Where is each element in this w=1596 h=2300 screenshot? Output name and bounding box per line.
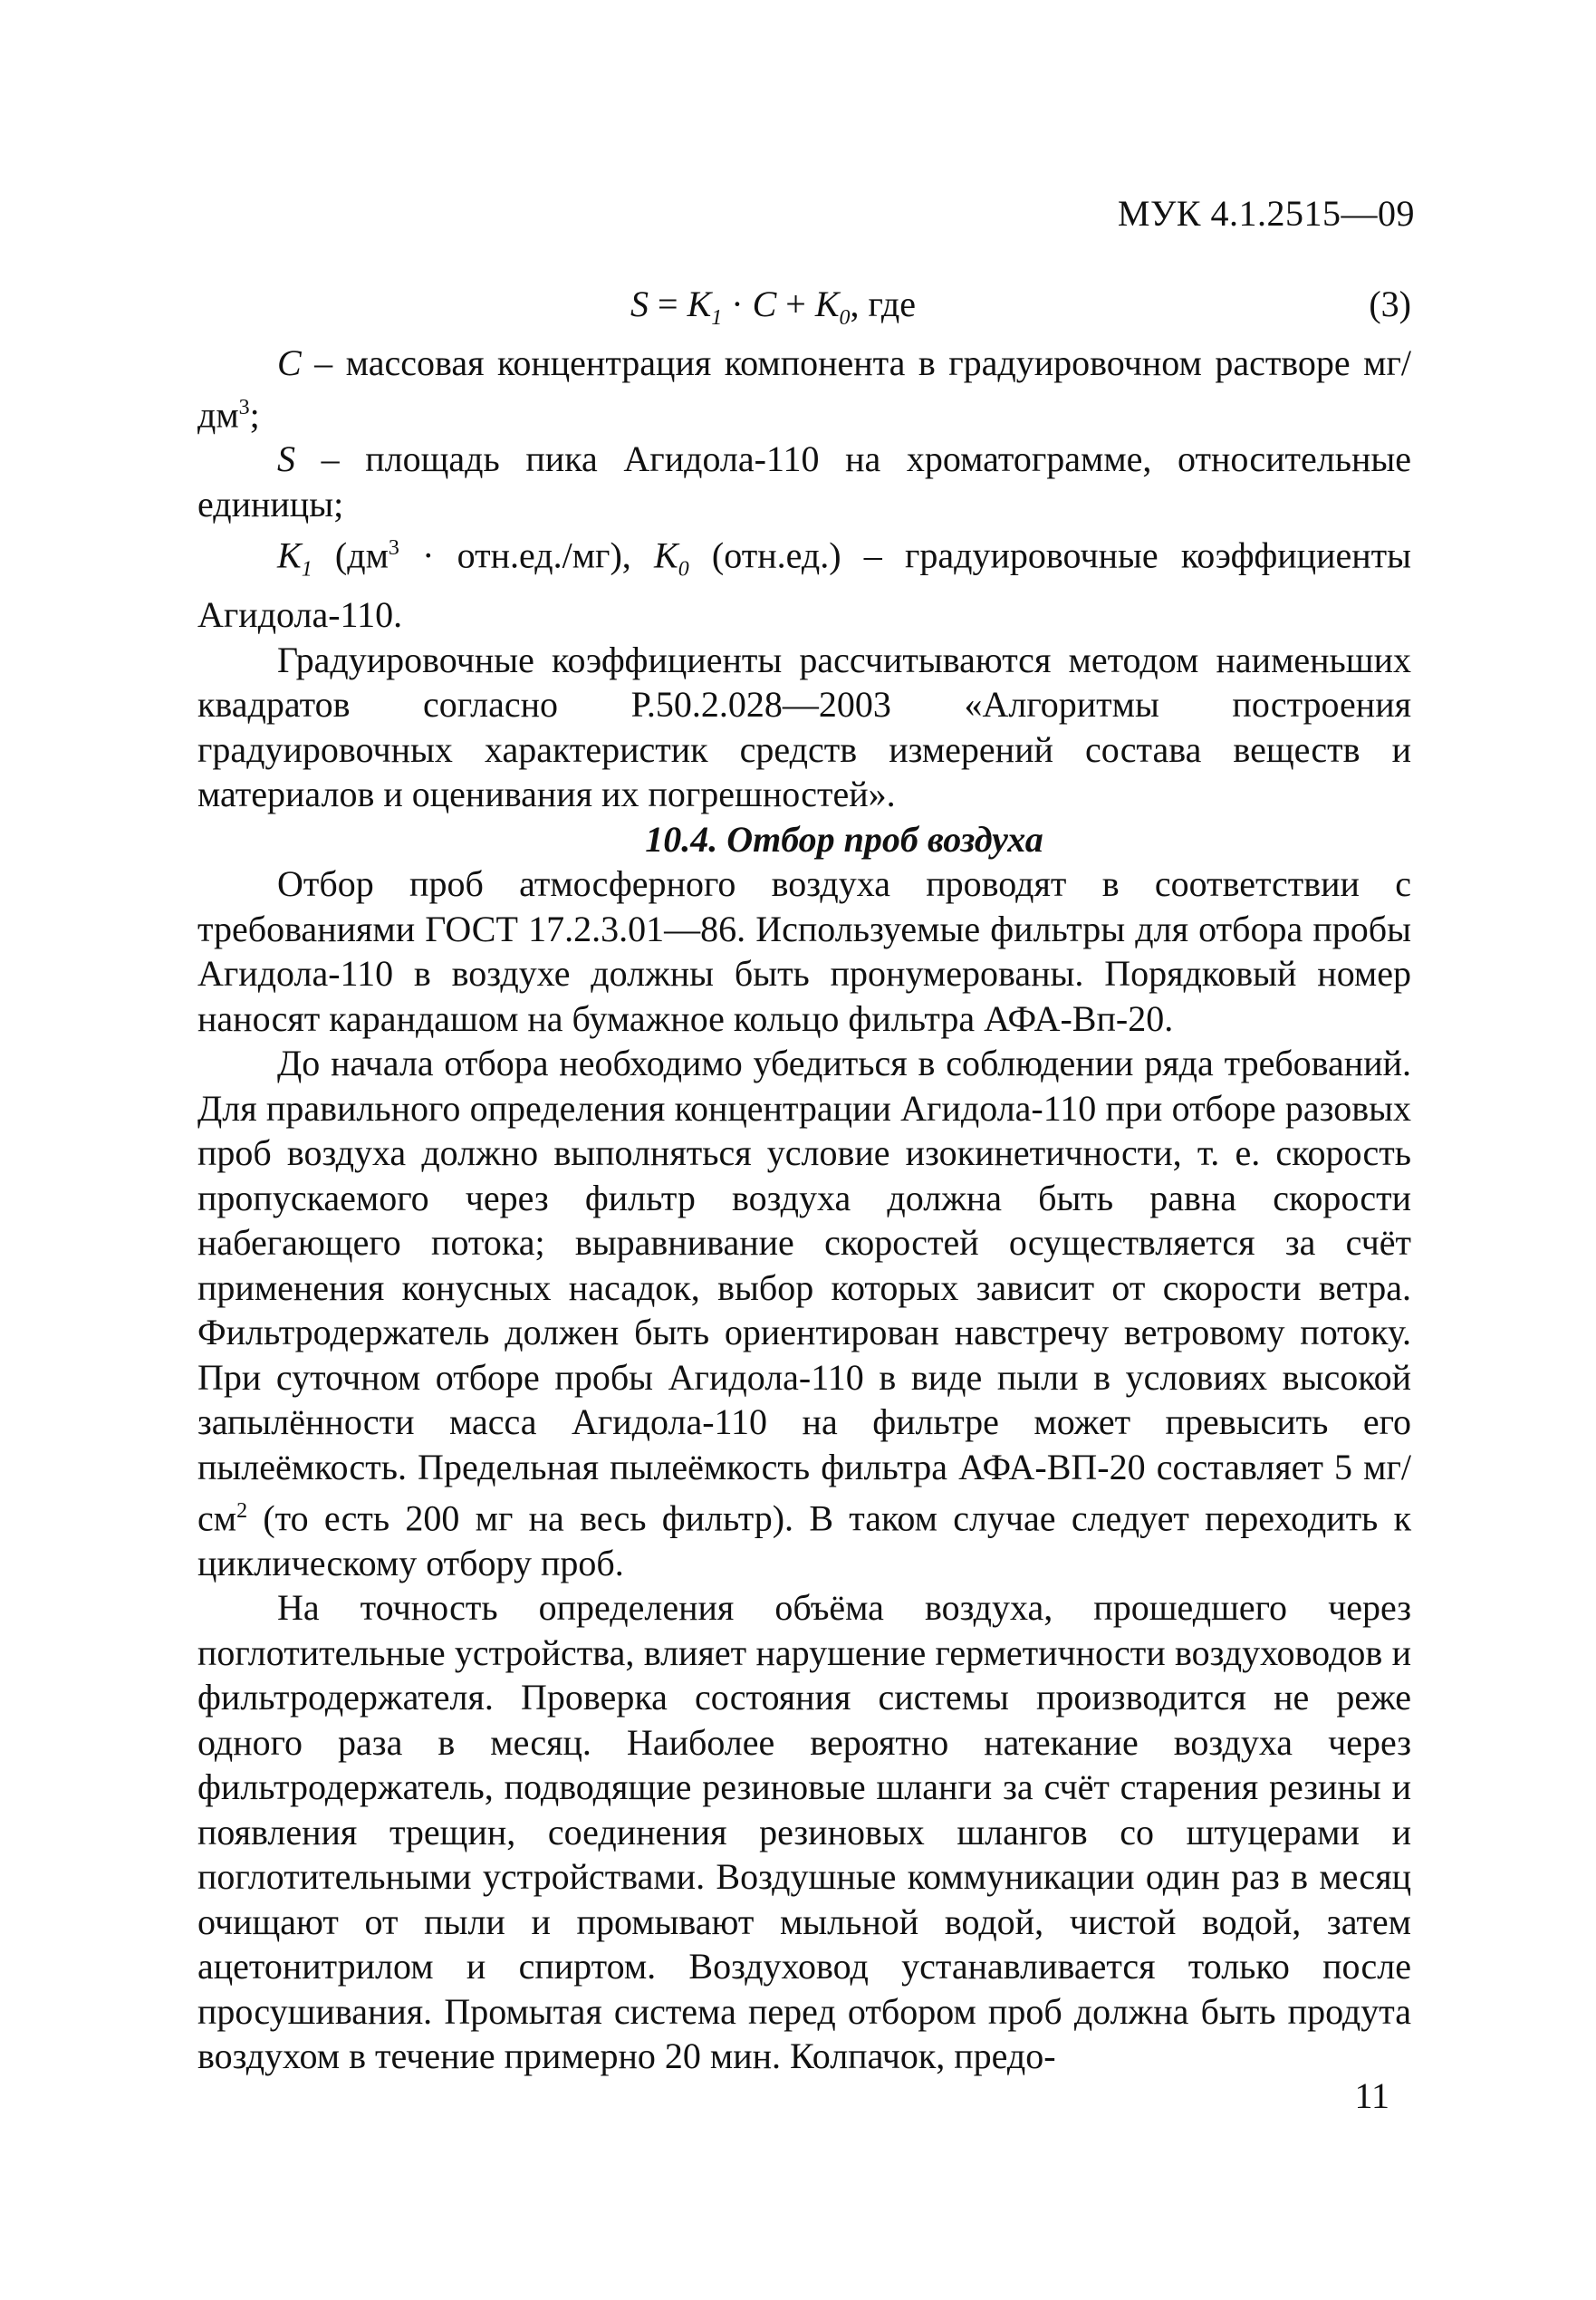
symbol-k1: K	[277, 534, 302, 576]
paragraph-sampling: Отбор проб атмосферного воздуха проводят в соответствии с требованиями ГОСТ 17.2.3.01—86. Используемые фильтры для отбора пробы Агидола-110 в воздухе должны быть пронумерованы. Порядковый номер наносят карандашом на бумажное кольцо фильтра АФА-Вп-20.	[197, 863, 1411, 1039]
paragraph-requirements-superscript: 2	[236, 1499, 248, 1524]
symbol-k0-subscript: 0	[678, 557, 689, 582]
definition-k-unit: (дм	[312, 534, 389, 576]
paragraph-requirements-part2: (то есть 200 мг на весь фильтр). В таком случае следует переходить к циклическому отбору проб.	[197, 1497, 1411, 1583]
formula-dot: ·	[722, 284, 753, 324]
definition-c-text: – массовая концентрация компонента в градуировочном растворе мг/дм	[197, 342, 1411, 435]
formula-k0-subscript: 0	[839, 306, 851, 330]
formula-3	[197, 283, 1411, 332]
definition-c-end: ;	[249, 393, 260, 435]
definition-c	[197, 341, 1411, 437]
definition-k-unit-end: · отн.ед./мг),	[399, 534, 655, 576]
formula-expression	[630, 283, 916, 331]
formula-s: S	[630, 284, 649, 324]
page-number: 11	[1354, 2075, 1389, 2116]
symbol-k1-subscript: 1	[301, 557, 312, 582]
formula-plus: +	[776, 284, 815, 324]
formula-where: , где	[850, 284, 917, 324]
symbol-c: C	[277, 342, 302, 383]
paragraph-requirements	[197, 1041, 1411, 1585]
document-code-header: МУК 4.1.2515—09	[1117, 193, 1415, 234]
section-heading: 10.4. Отбор проб воздуха	[645, 818, 1043, 860]
paragraph-calibration: Градуировочные коэффициенты рассчитываются методом наименьших квадратов согласно Р.50.2.028—2003 «Алгоритмы построения градуировочных характеристик средств измерений состава веществ и материалов и оценивания их погрешностей».	[197, 639, 1411, 815]
symbol-k0: K	[654, 534, 678, 576]
definition-s-text: – площадь пика Агидола-110 на хроматограмме, относительные единицы;	[197, 438, 1411, 524]
formula-number: (3)	[1369, 284, 1411, 324]
definition-k-text: (отн.ед.) – градуировочные коэффициенты Агидола-110.	[197, 534, 1412, 636]
definition-s	[197, 437, 1411, 526]
formula-equals: =	[649, 284, 687, 324]
paragraph-accuracy: На точность определения объёма воздуха, прошедшего через поглотительные устройства, влияет нарушение герметичности воздуховодов и фильтродержателя. Проверка состояния системы производится не реже одного раза в месяц. Наиболее вероятно натекание воздуха через фильтродержатель, подводящие резиновые шланги за счёт старения резины и появления трещин, соединения резиновых шлангов со штуцерами и поглотительными устройствами. Воздушные коммуникации один раз в месяц очищают от пыли и промывают мыльной водой, чистой водой, затем ацетонитрилом и спиртом. Воздуховод устанавливается только после просушивания. Промытая система перед отбором проб должна быть продута воздухом в течение примерно 20 мин. Колпачок, предо-	[197, 1587, 1411, 2077]
formula-k1-subscript: 1	[711, 306, 723, 330]
definition-k	[197, 526, 1411, 637]
paragraph-requirements-part1: До начала отбора необходимо убедиться в соблюдении ряда требований. Для правильного определения концентрации Агидола-110 при отборе разовых проб воздуха должно выполняться условие изокинетичности, т. е. скорость пропускаемого через фильтр воздуха должна быть равна скорости набегающего потока; выравнивание скоростей осуществляется за счёт применения конусных насадок, выбор которых зависит от скорости ветра. Фильтродержатель должен быть ориентирован навстречу ветровому потоку. При суточном отборе пробы Агидола-110 в виде пыли в условиях высокой запылённости масса Агидола-110 на фильтре может превысить его пылеёмкость. Предельная пылеёмкость фильтра АФА-ВП-20 составляет 5 мг/см	[197, 1043, 1411, 1539]
body-text	[197, 341, 1411, 2079]
formula-k0: K	[814, 284, 840, 324]
formula-c: C	[752, 284, 777, 324]
definition-c-superscript: 3	[238, 395, 250, 419]
symbol-s: S	[277, 438, 295, 480]
definition-k-superscript: 3	[388, 536, 399, 561]
formula-k: K	[687, 284, 712, 324]
